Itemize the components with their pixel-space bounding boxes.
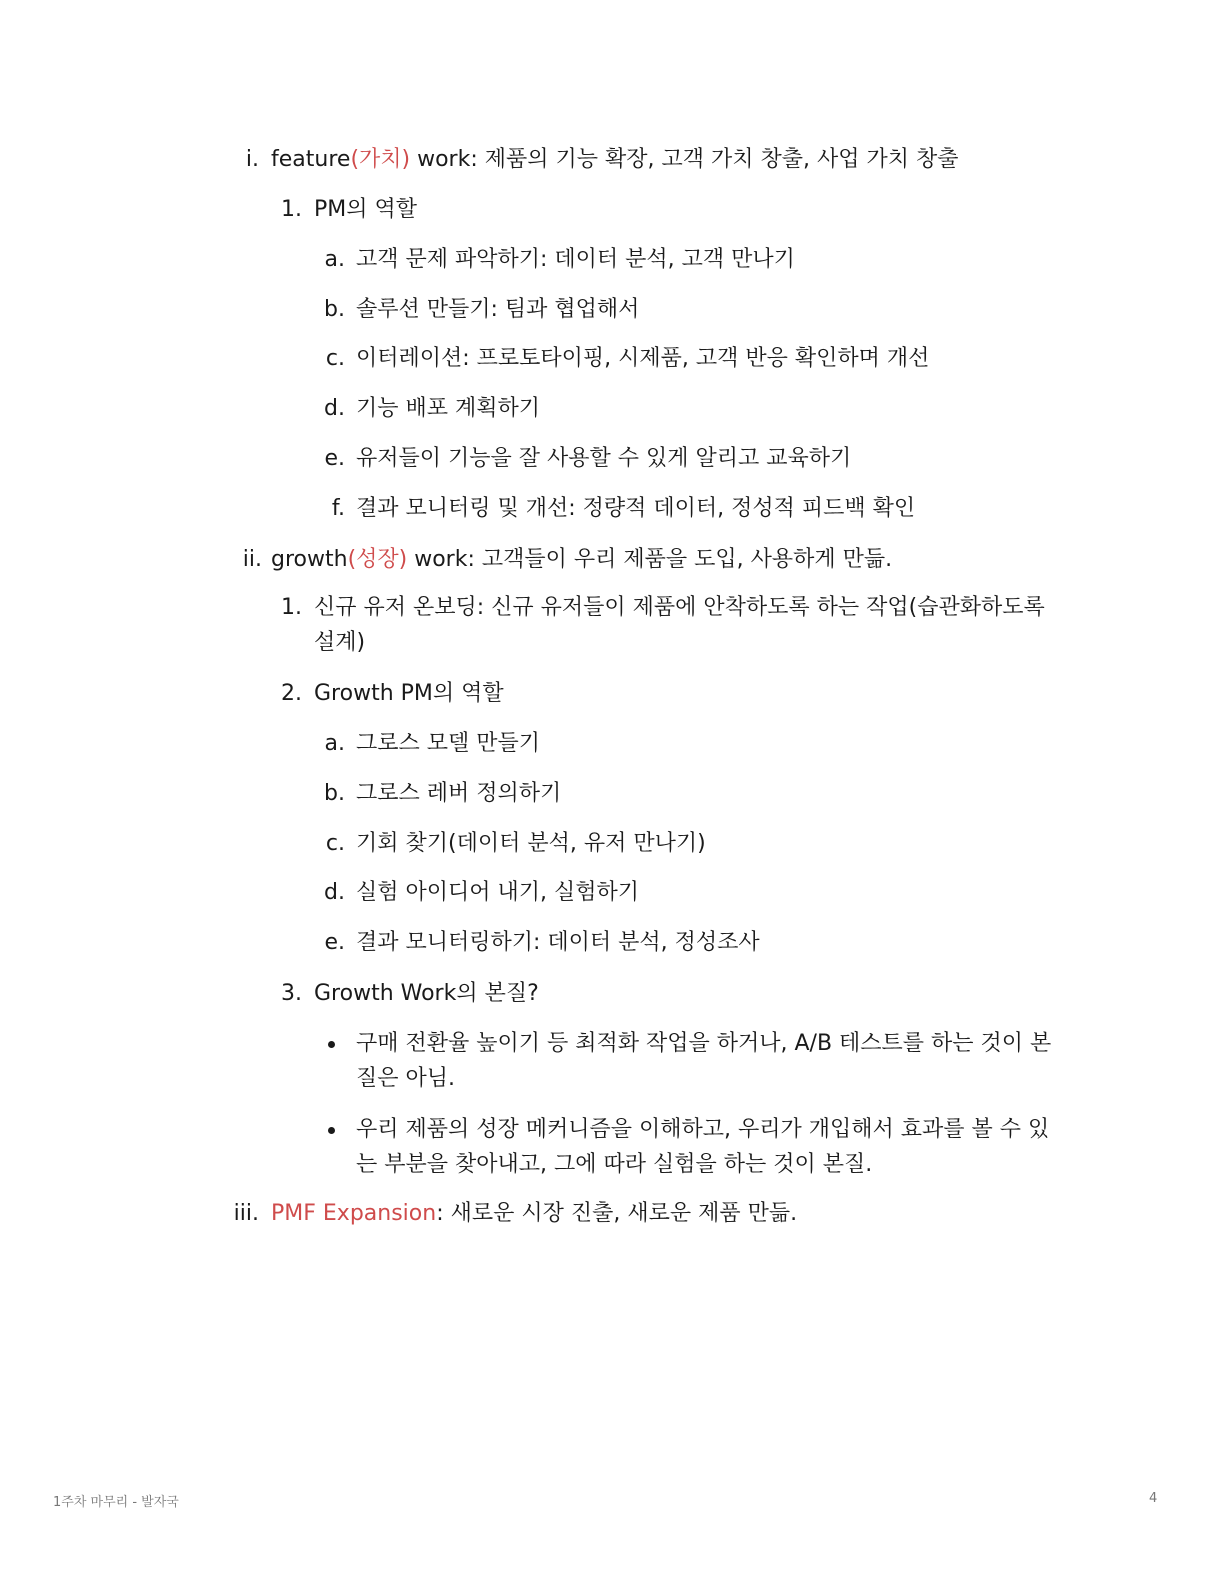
list-item-text: 는 부분을 찾아내고, 그에 따라 실험을 하는 것이 본질. bbox=[356, 1152, 873, 1177]
list-item-text: 그로스 모델 만들기 bbox=[356, 731, 541, 756]
section-ii-post: work: 고객들이 우리 제품을 도입, 사용하게 만듦. bbox=[407, 547, 893, 572]
list-marker: 2. bbox=[281, 681, 302, 706]
list-item-text: 구매 전환율 높이기 등 최적화 작업을 하거나, A/B 테스트를 하는 것이 본 bbox=[356, 1031, 1052, 1056]
list-marker: d. bbox=[324, 880, 345, 905]
list-item-text: 설계) bbox=[314, 630, 366, 655]
section-iii-post: : 새로운 시장 진출, 새로운 제품 만듦. bbox=[436, 1201, 798, 1226]
list-item-text: 고객 문제 파악하기: 데이터 분석, 고객 만나기 bbox=[356, 247, 795, 272]
list-item-text: 기회 찾기(데이터 분석, 유저 만나기) bbox=[356, 831, 706, 856]
list-item-text: PM의 역할 bbox=[314, 197, 417, 222]
list-item-text: 신규 유저 온보딩: 신규 유저들이 제품에 안착하도록 하는 작업(습관화하도록 bbox=[314, 595, 1045, 620]
list-marker: d. bbox=[324, 396, 345, 421]
list-item-text: Growth Work의 본질? bbox=[314, 981, 539, 1006]
list-item-text: 실험 아이디어 내기, 실험하기 bbox=[356, 880, 639, 905]
list-marker: b. bbox=[324, 297, 345, 322]
list-marker: a. bbox=[324, 247, 345, 272]
list-marker: ii. bbox=[242, 547, 262, 572]
list-item-text: 기능 배포 계획하기 bbox=[356, 396, 541, 421]
list-marker: i. bbox=[245, 147, 259, 172]
section-ii-highlight: (성장) bbox=[347, 547, 408, 572]
section-i-post: work: 제품의 기능 확장, 고객 가치 창출, 사업 가치 창출 bbox=[410, 147, 959, 172]
footer-title: 1주차 마무리 - 발자국 bbox=[53, 1495, 179, 1510]
list-item-text: 질은 아님. bbox=[356, 1066, 455, 1091]
list-marker: a. bbox=[324, 731, 345, 756]
list-item-text: 결과 모니터링 및 개선: 정량적 데이터, 정성적 피드백 확인 bbox=[356, 496, 916, 521]
list-marker: iii. bbox=[233, 1201, 259, 1226]
list-item-text: 유저들이 기능을 잘 사용할 수 있게 알리고 교육하기 bbox=[356, 446, 852, 471]
list-item-text: 솔루션 만들기: 팀과 협업해서 bbox=[356, 297, 640, 322]
list-marker: 3. bbox=[281, 981, 302, 1006]
section-ii-pre: growth bbox=[271, 547, 348, 572]
section-i-pre: feature bbox=[271, 147, 351, 172]
page-number: 4 bbox=[1149, 1491, 1158, 1506]
list-marker: c. bbox=[325, 831, 345, 856]
list-marker: 1. bbox=[281, 595, 302, 620]
list-marker: e. bbox=[324, 930, 345, 955]
section-iii-highlight: PMF Expansion bbox=[271, 1201, 437, 1226]
list-item-text: 그로스 레버 정의하기 bbox=[356, 781, 562, 806]
list-item-text: 이터레이션: 프로토타이핑, 시제품, 고객 반응 확인하며 개선 bbox=[356, 346, 930, 371]
list-marker: c. bbox=[325, 346, 345, 371]
list-marker: f. bbox=[331, 496, 345, 521]
bullet-dot-icon bbox=[328, 1041, 335, 1048]
bullet-dot-icon bbox=[328, 1127, 335, 1134]
list-item-text: Growth PM의 역할 bbox=[314, 681, 504, 706]
list-item-text: 결과 모니터링하기: 데이터 분석, 정성조사 bbox=[356, 930, 760, 955]
list-item-text: 우리 제품의 성장 메커니즘을 이해하고, 우리가 개입해서 효과를 볼 수 있 bbox=[356, 1117, 1050, 1142]
list-marker: e. bbox=[324, 446, 345, 471]
list-marker: b. bbox=[324, 781, 345, 806]
list-marker: 1. bbox=[281, 197, 302, 222]
section-i-highlight: (가치) bbox=[350, 147, 411, 172]
